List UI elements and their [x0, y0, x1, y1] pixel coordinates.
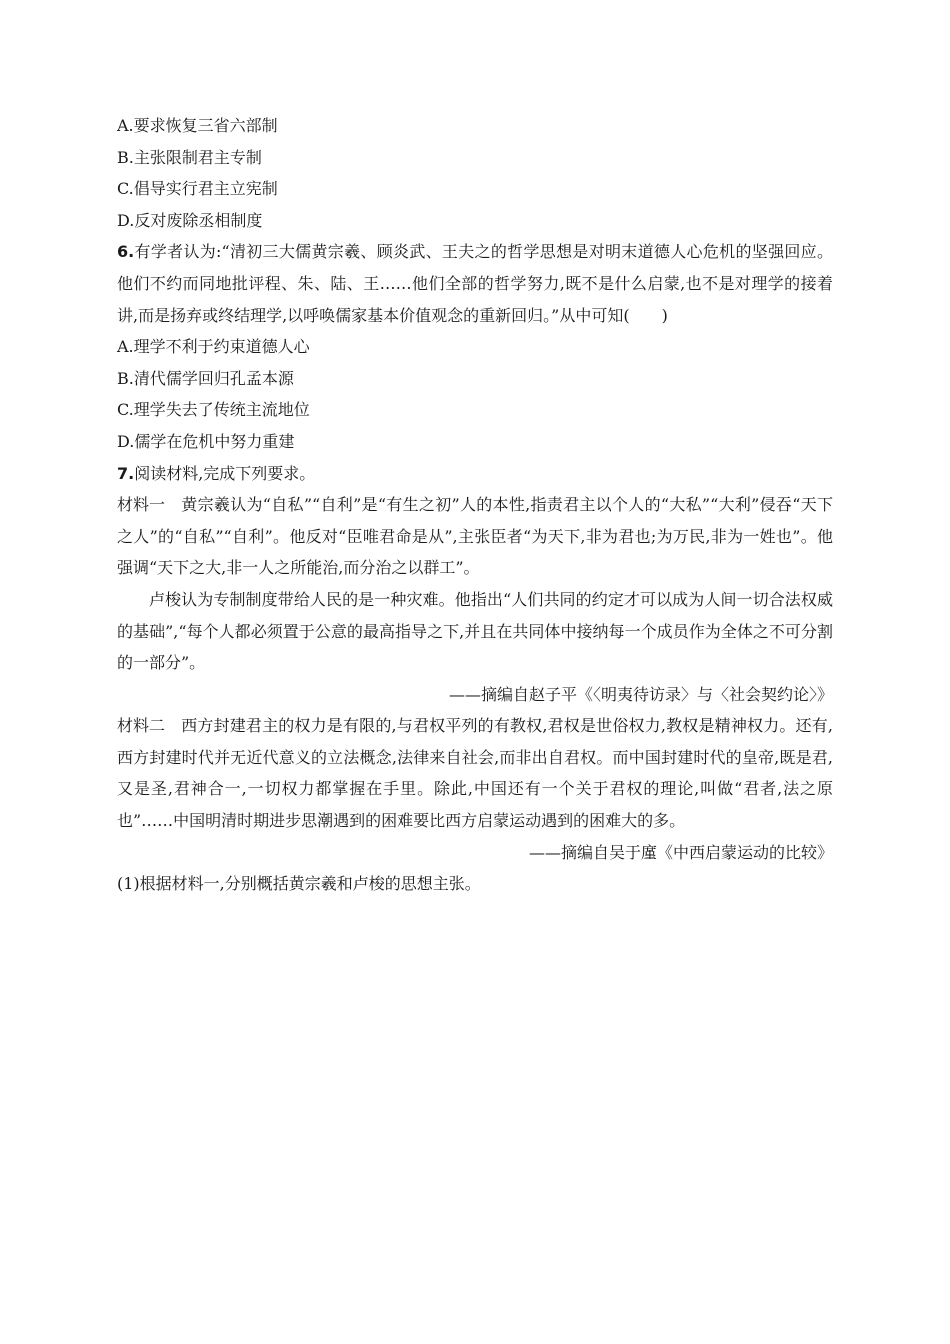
- material2-source: ——摘编自吴于廑《中西启蒙运动的比较》: [528, 842, 833, 862]
- q6-stem-text: 有学者认为:“清初三大儒黄宗羲、顾炎武、王夫之的哲学思想是对明末道德人心危机的坚强回应。他们不约而同地批评程、朱、陆、王……他们全部的哲学努力,既不是什么启蒙,也不是对理学的接着讲,而是扬弃或终结理学,以呼唤儒家基本价值观念的重新回归。”从中可知( ): [117, 242, 833, 325]
- material1-paragraph1: [117, 489, 833, 584]
- q7-stem: [117, 458, 833, 490]
- q5-option-d: D.反对废除丞相制度: [117, 210, 263, 230]
- material1-p1-text: 黄宗羲认为“自私”“自利”是“有生之初”人的本性,指责君主以个人的“大私”“大利”侵吞“天下之人”的“自私”“自利”。他反对“臣唯君命是从”,主张臣者“为天下,非为君也;为万民,非为一姓也”。他强调“天下之大,非一人之所能治,而分治之以群工”。: [117, 495, 833, 578]
- q7-number: 7.: [117, 463, 135, 483]
- material1-source: ——摘编自赵子平《〈明夷待访录〉与〈社会契约论〉》: [448, 684, 833, 704]
- q5-option-c: C.倡导实行君主立宪制: [117, 179, 278, 199]
- q6-option-c: C.理学失去了传统主流地位: [117, 400, 310, 420]
- q7-subquestion-1: (1)根据材料一,分别概括黄宗羲和卢梭的思想主张。: [117, 874, 481, 894]
- material1-label: 材料一: [117, 495, 166, 515]
- q6-option-b: B.清代儒学回归孔孟本源: [117, 368, 294, 388]
- q6-option-a: A.理学不利于约束道德人心: [117, 337, 310, 357]
- material2-label: 材料二: [117, 716, 166, 736]
- q6-option-d: D.儒学在危机中努力重建: [117, 431, 295, 451]
- material2-p1-text: 西方封建君主的权力是有限的,与君权平列的有教权,君权是世俗权力,教权是精神权力。还有,西方封建时代并无近代意义的立法概念,法律来自社会,而非出自君权。而中国封建时代的皇帝,既是君,又是圣,君神合一,一切权力都掌握在手里。除此,中国还有一个关于君权的理论,叫做“君者,法之原也”……中国明清时期进步思潮遇到的困难要比西方启蒙运动遇到的困难大的多。: [117, 716, 833, 831]
- q5-option-a: A.要求恢复三省六部制: [117, 116, 278, 135]
- q6-number: 6.: [117, 242, 135, 262]
- material2-paragraph1: [117, 710, 833, 836]
- material1-paragraph2: 卢梭认为专制制度带给人民的是一种灾难。他指出“人们共同的约定才可以成为人间一切合法权威的基础”,“每个人都必须置于公意的最高指导之下,并且在共同体中接纳每一个成员作为全体之不可分割的一部分”。: [117, 589, 833, 673]
- q7-stem-text: 阅读材料,完成下列要求。: [134, 463, 316, 483]
- q6-stem: [117, 236, 833, 331]
- document-page: [117, 110, 833, 900]
- q5-option-b: B.主张限制君主专制: [117, 147, 262, 167]
